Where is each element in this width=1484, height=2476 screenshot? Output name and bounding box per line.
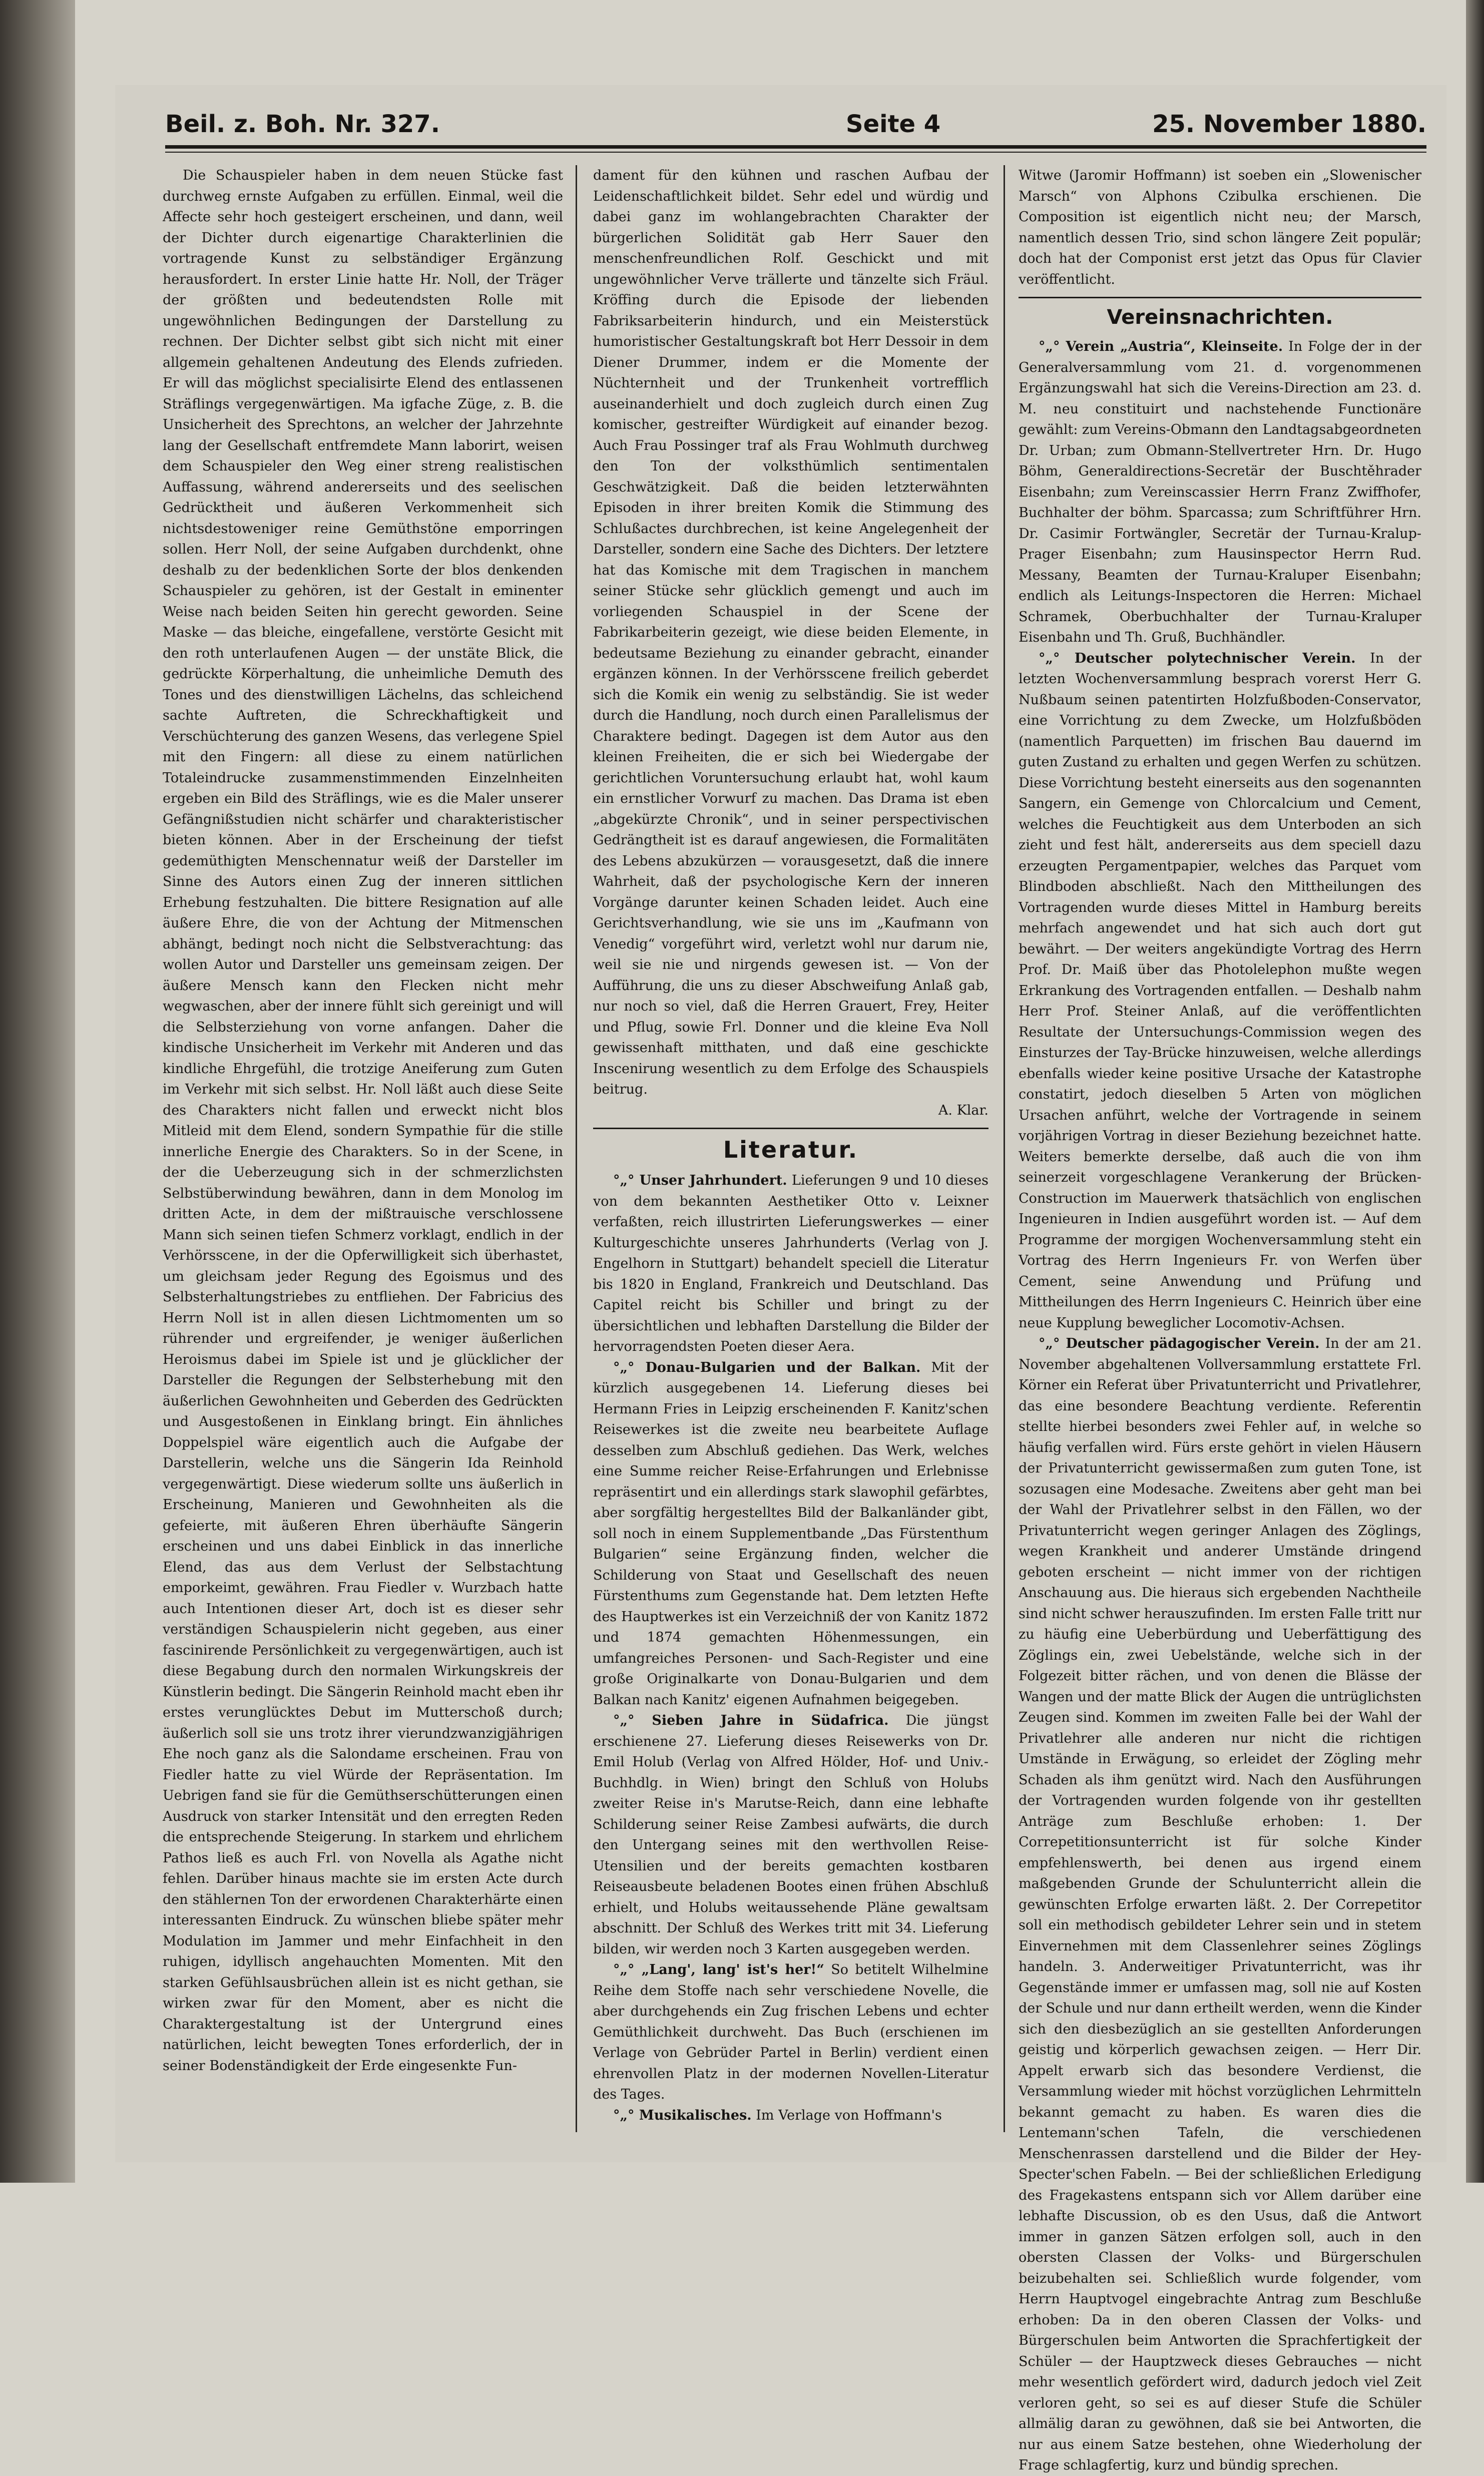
literatur-item-text: Im Verlage von Hoffmann's: [756, 2107, 942, 2123]
literatur-item: [593, 1959, 988, 2105]
musik-continuation: Witwe (Jaromir Hoffmann) ist soeben ein „Slowenischer Marsch“ von Alphons Czibulka erschienen. Die Composition ist eigentlich nicht neu; der Marsch, namentlich dessen Trio, sind schon längere Zeit populär; doch hat der Componist erst jetzt das Opus für Clavier veröffentlicht.: [1019, 168, 1421, 287]
column-divider: [576, 165, 577, 2132]
vereins-item: [1019, 1333, 1421, 2476]
literatur-item-text: Lieferungen 9 und 10 dieses von dem bekannten Aesthetiker Otto v. Leixner verfaßten, reich illustrirten Lieferungswerkes — einer Kulturgeschichte unseres Jahrhunderts (Verlag von J. Engelhorn in Stuttgart) behandelt speciell die Literatur bis 1820 in England, Frankreich und Deutschland. Das Capitel reicht bis Schiller und bringt zu der übersichtlichen und lebhaften Darstellung die Bilder der hervorragendsten Poeten dieser Aera.: [593, 1173, 988, 1354]
literatur-item-title: °„° Sieben Jahre in Südafrica.: [613, 1713, 889, 1728]
newspaper-page: [115, 85, 1446, 2473]
page-header: [165, 100, 1426, 150]
vereins-item-title: °„° Verein „Austria“, Kleinseite.: [1039, 339, 1283, 354]
header-rule: [165, 145, 1426, 149]
vereins-item-text: In der letzten Wochenversammlung besprach vorerst Herr G. Nußbaum seinen patentirten Holzfußboden-Conservator, eine Vorrichtung zu dem Zwecke, um Holzfußböden (namentlich Parquetten) im frischen Bau dauernd im guten Zustand zu erhalten und gegen Werfen zu schützen. Diese Vorrichtung besteht einerseits aus den sogenannten Sangern, ein Gemenge von Chlorcalcium und Cement, welches die Feuchtigkeit aus dem Unterboden an sich zieht und fest hält, andererseits aus dem speciell dazu erzeugten Pergamentpapier, welches das Parquet vom Blindboden abschließt. Nach den Mittheilungen des Vortragenden wurde dieses Mittel in Hamburg bereits mehrfach angewendet und hat sich auch dort gut bewährt. — Der weiters angekündigte Vortrag des Herrn Prof. Dr. Maiß über das Photolelephon mußte wegen Erkrankung des Vortragenden entfallen. — Deshalb nahm Herr Prof. Steiner Anlaß, auf die veröffentlichten Resultate der Untersuchungs-Commission wegen des Einsturzes der Tay-Brücke hinzuweisen, welche allerdings ebenfalls wieder keine positive Ursache der Katastrophe constatirt, jedoch dieselben 5 Arten von möglichen Ursachen anführt, welche der Vortragende in seinem vorjährigen Vortrag in dieser Beziehung bezeichnet hatte. Weiters bemerkte derselbe, daß auch die von ihm seinerzeit vorgeschlagene Verankerung der Brücken-Construction im Mauerwerk thatsächlich von englischen Ingenieuren in Indien ausgeführt worden ist. — Auf dem Programme der morgigen Wochenversammlung steht ein Vortrag des Herrn Ingenieurs Fr. von Werfen über Cement, seine Anwendung und Prüfung und Mittheilungen des Herrn Ingenieurs C. Heinrich über eine neue Kupplung beweglicher Locomotiv-Achsen.: [1019, 650, 1421, 1331]
column-2: [593, 165, 988, 2147]
column-1: [163, 165, 563, 2147]
theater-review-signature: A. Klar.: [938, 1102, 988, 1118]
scan-right-edge: [1466, 0, 1484, 2183]
scan-binding-edge: [0, 0, 75, 2183]
literatur-item-title: °„° „Lang', lang' ist's her!“: [613, 1962, 824, 1977]
header-rule-thin: [165, 152, 1426, 153]
literatur-item-title: °„° Donau-Bulgarien und der Balkan.: [613, 1359, 921, 1375]
literatur-item-title: °„° Musikalisches.: [613, 2107, 752, 2123]
vereins-item-text: In der am 21. November abgehaltenen Vollversammlung erstattete Frl. Körner ein Referat über Privatunterricht und Privatlehrer, das eine besondere Beachtung verdiente. Referentin stellte hierbei besonders zwei Fehler auf, in welche so häufig verfallen wird. Fürs erste gehört in vielen Häusern der Privatunterricht gewissermaßen zum guten Tone, ist sozusagen eine Modesache. Zweitens aber geht man bei der Wahl der Privatlehrer selbst in den Fällen, wo der Privatunterricht wegen geringer Anlagen des Zöglings, wegen Krankheit und anderer Umstände dringend geboten erscheint — nicht immer von der richtigen Anschauung aus. Die hieraus sich ergebenden Nachtheile sind nicht schwer herauszufinden. Im ersten Falle tritt nur zu häufig eine Ueberbürdung und Ueberfättigung des Zöglings ein, zwei Uebelstände, welche sich in der Folgezeit bitter rächen, und von denen die Blässe der Wangen und der matte Blick der Augen die untrüglichsten Zeugen sind. Kommen im zweiten Falle bei der Wahl der Privatlehrer alle anderen nur nicht die richtigen Umstände in Erwägung, so erleidet der Zögling mehr Schaden als ihm genützt wird. Nach den Ausführungen der Vortragenden wurden folgende von ihr gestellten Anträge zum Beschluße erhoben: 1. Der Correpetitionsunterricht ist für solche Kinder empfehlenswerth, bei denen aus irgend einem maßgebenden Grunde der Schulunterricht allein die gewünschten Erfolge erwarten läßt. 2. Der Correpetitor soll ein methodisch gebildeter Lehrer sein und in stetem Einvernehmen mit dem Classenlehrer seines Zöglings handeln. 3. Anderweitiger Privatunterricht, was ihr Gegenstände immer er umfassen mag, soll nie auf Kosten der Schule und nur dann ertheilt werden, wenn die Kinder sich den diesbezüglich an sie gestellten Anforderungen geistig und körperlich gewachsen zeigen. — Herr Dir. Appelt erwarb sich das besondere Verdienst, die Versammlung wieder mit höchst vorzüglichen Lehrmitteln bekannt gemacht zu haben. Es waren dies die Lentemann'schen Tafeln, die verschiedenen Menschenrassen darstellend und die Bilder der Hey-Specter'schen Fabeln. — Bei der schließlichen Erledigung des Fragekastens entspann sich vor Allem darüber eine lebhafte Discussion, ob es den Usus, daß die Antwort immer in ganzen Sätzen erfolgen soll, auch in den obersten Classen der Volks- und Bürgerschulen beizubehalten sei. Schließlich wurde folgender, vom Herrn Hauptvogel eingebrachte Antrag zum Beschluße erhoben: Da in den oberen Classen der Volks- und Bürgerschulen beim Antworten die Sprachfertigkeit der Schüler — der Hauptzweck dieses Gebrauches — nicht mehr wesentlich gefördert wird, dadurch jedoch viel Zeit verloren geht, so sei es auf dieser Stufe die Schüler allmälig daran zu gewöhnen, daß sie bei Antworten, die nur aus einem Satze bestehen, ohne Wiederholung der Frage schlagfertig, kurz und bündig sprechen.: [1019, 1336, 1421, 2473]
vereins-item: [1019, 336, 1421, 648]
theater-review-paragraph: dament für den kühnen und raschen Aufbau der Leidenschaftlichkeit bildet. Sehr edel und würdig und dabei ganz im wohlangebrachten Charakter der bürgerlichen Solidität gab Herr Sauer den menschenfreundlichen Rolf. Geschickt und mit ungewöhnlicher Verve trällerte und tänzelte sich Fräul. Kröffing durch die Episode der liebenden Fabriksarbeiterin hindurch, und ein Meisterstück humoristischer Gestaltungskraft bot Herr Dessoir in dem Diener Drummer, indem er die Momente der Nüchternheit und der Trunkenheit vortrefflich auseinanderhielt und doch zugleich durch einen Zug komischer, gestreifter Würdigkeit auf einander bezog. Auch Frau Possinger traf als Frau Wohlmuth durchweg den Ton der volksthümlich sentimentalen Geschwätzigkeit. Daß die beiden letzterwähnten Episoden in ihrer breiten Komik die Stimmung des Schlußactes durchbrechen, ist keine Angelegenheit der Darsteller, sondern eine Sache des Dichters. Der letztere hat das Komische mit dem Tragischen in manchem seiner Stücke sehr glücklich gemengt und auch im vorliegenden Schauspiel in der Scene der Fabrikarbeiterin gezeigt, wie diese beiden Elemente, in bedeutsame Beziehung zu einander gebracht, einander ergänzen können. In der Verhörsscene freilich geberdet sich die Komik ein wenig zu selbständig. Sie ist weder durch die Handlung, noch durch einen Parallelismus der Charaktere bedingt. Dagegen ist dem Autor aus den kleinen Freiheiten, die er sich bei Wiedergabe der gerichtlichen Voruntersuchung erlaubt hat, wohl kaum ein ernstlicher Vorwurf zu machen. Das Drama ist eben „abgekürzte Chronik“, und in seiner perspectivischen Gedrängtheit ist es darauf angewiesen, die Formalitäten des Lebens abzukürzen — vorausgesetzt, daß die innere Wahrheit, daß der psychologische Kern der inneren Vorgänge darunter keinen Schaden leidet. Auch eine Gerichtsverhandlung, wie sie uns im „Kaufmann von Venedig“ vorgeführt wird, verletzt wohl nur darum nie, weil sie nie und nirgends gewesen ist. — Von der Aufführung, die uns zu dieser Abschweifung Anlaß gab, nur noch so viel, daß die Herren Grauert, Frey, Heiter und Pflug, sowie Frl. Donner und die kleine Eva Noll gewissenhaft mitthaten, und daß eine geschickte Inscenirung wesentlich zu dem Erfolge des Schauspiels beitrug.: [593, 168, 988, 1097]
vereinsnachrichten-heading: Vereinsnachrichten.: [1107, 306, 1333, 329]
literatur-item-title: °„° Unser Jahrhundert.: [613, 1173, 787, 1188]
theater-review-paragraph: Die Schauspieler haben in dem neuen Stücke fast durchweg ernste Aufgaben zu erfüllen. Einmal, weil die Affecte sehr hoch gesteigert erscheinen, und dann, weil der Dichter durch eigenartige Charakterlinien die vortragende Kunst zu selbständiger Ergänzung herausfordert. In erster Linie hatte Hr. Noll, der Träger der größten und bedeutendsten Rolle mit ungewöhnlichen Bedingungen der Darstellung zu rechnen. Der Dichter selbst gibt sich nicht mit einer allgemein gehaltenen Andeutung des Elends zufrieden. Er will das möglichst specialisirte Elend des entlassenen Sträflings vergegenwärtigen. Ma igfache Züge, z. B. die Unsicherheit des Sprechtons, an welcher der Jahrzehnte lang der Gesellschaft entfremdete Mann laborirt, weisen dem Schauspieler den Weg einer streng realistischen Auffassung, während andererseits und des seelischen Gedrücktheit und äußeren Verkommenheit sich nichtsdestoweniger reine Gemüthstöne emporringen sollen. Herr Noll, der seine Aufgaben durchdenkt, ohne deshalb zu der bedenklichen Sorte der blos denkenden Schauspieler zu gehören, ist der Gestalt in eminenter Weise nach beiden Seiten hin gerecht geworden. Seine Maske — das bleiche, eingefallene, verstörte Gesicht mit den roth unterlaufenen Augen — der unstäte Blick, die gedrückte Körperhaltung, die unheimliche Demuth des Tones und des dienstwilligen Lächelns, das schleichend sachte Auftreten, die Schreckhaftigkeit und Verschüchterung des ganzen Wesens, das verlegene Spiel mit den Fingern: all diese zu einem natürlichen Totaleindrucke zusammenstimmenden Einzelnheiten ergeben ein Bild des Sträflings, wie es die Maler unserer Gefängnißstudien nicht schärfer und charakteristischer bieten können. Aber in der Erscheinung der tiefst gedemüthigten Menschennatur weiß der Darsteller im Sinne des Autors einen Zug der inneren sittlichen Erhebung festzuhalten. Die bittere Resignation auf alle äußere Ehre, die von der Achtung der Mitmenschen abhängt, bedingt noch nicht die Selbstverachtung: das wollen Autor und Darsteller uns gemeinsam zeigen. Der äußere Mensch kann den Flecken nicht mehr wegwaschen, aber der innere fühlt sich gereinigt und will die Selbsterziehung von vorne anfangen. Daher die kindische Unsicherheit im Verkehr mit Anderen und das kindliche Ehrgefühl, die trotzige Aneiferung zum Guten im Verkehr mit sich selbst. Hr. Noll läßt auch diese Seite des Charakters nicht fallen und erweckt nicht blos Mitleid mit dem Elend, sondern Sympathie für die stille innerliche Energie des Charakters. So in der Scene, in der die Ueberzeugung sich in der schmerzlichsten Selbstüberwindung bewähren, dann in dem Monolog im dritten Acte, in dem der mißtrauische verschlossene Mann sich seinen tiefen Schmerz vorklagt, endlich in der Verhörsscene, in der die Opferwilligkeit sich überhastet, um gleichsam jeder Regung des Egoismus und des Selbsterhaltungstriebes zu entfliehen. Der Fabricius des Herrn Noll ist in allen diesen Lichtmomenten um so rührender und ergreifender, je weniger äußerlichen Heroismus dabei im Spiele ist und je glücklicher der Darsteller die Regungen der Selbsterhebung mit den äußerlichen Gewohnheiten und Geberden des Gedrückten und Ausgestoßenen in Einklang bringt. Ein ähnliches Doppelspiel wäre eigentlich auch die Aufgabe der Darstellerin, welche uns die Sängerin Ida Reinhold vergegenwärtigt. Diese wiederum sollte uns äußerlich in Erscheinung, Manieren und Gewohnheiten als die gefeierte, mit äußeren Ehren überhäufte Sängerin erscheinen und uns dabei Einblick in das innerliche Elend, das aus dem Verlust der Selbstachtung emporkeimt, gewähren. Frau Fiedler v. Wurzbach hatte auch Intentionen dieser Art, doch ist es dieser sehr verständigen Schauspielerin nicht gegeben, aus einer fascinirende Persönlichkeit zu vergegenwärtigen, auch ist diese Begabung durch den normalen Wirkungskreis der Künstlerin bedingt. Die Sängerin Reinhold macht eben ihr erstes verunglücktes Debut im Mutterschoß durch; äußerlich soll sie uns trotz ihrer vierundzwanzigjährigen Ehe noch ganz als die Salondame erscheinen. Frau von Fiedler hatte zu viel Würde der Repräsentation. Im Uebrigen fand sie für die Gemüthserschütterungen einen Ausdruck von starker Intensität und den erregten Reden die entsprechende Steigerung. In starkem und ehrlichem Pathos ließ es auch Frl. von Novella als Agathe nicht fehlen. Darüber hinaus machte sie im ersten Acte durch den stählernen Ton der erwordenen Charakterhärte einen interessanten Eindruck. Zu wünschen bliebe später mehr Modulation im Jammer und mehr Einfachheit in den ruhigen, idyllisch angehauchten Momenten. Mit den starken Gefühlsausbrüchen allein ist es nicht gethan, sie wirken zwar für den Moment, aber es nicht die Charaktergestaltung ist der Untergrund eines natürlichen, leicht bewegten Tones erforderlich, der in seiner Bodenständigkeit der Erde eingesenkte Fun-: [163, 168, 563, 2074]
vereins-item: [1019, 648, 1421, 1334]
literatur-item-text: So betitelt Wilhelmine Reihe dem Stoffe nach sehr verschiedene Novelle, die aber durchgehends ein Zug frischen Lebens und echter Gemüthlichkeit durchweht. Das Buch (erschienen im Verlage von Gebrüder Partel in Berlin) verdient einen ehrenvollen Platz in der modernen Novellen-Literatur des Tages.: [593, 1962, 988, 2102]
section-divider: [593, 1128, 988, 1129]
literatur-item: [593, 2105, 988, 2126]
literatur-heading: Literatur.: [723, 1136, 859, 1163]
header-date: 25. November 1880.: [1152, 110, 1426, 138]
column-3: [1019, 165, 1421, 2473]
literatur-item-text: Die jüngst erschienene 27. Lieferung dieses Reisewerks von Dr. Emil Holub (Verlag von Alfred Hölder, Hof- und Univ.-Buchhdlg. in Wien) bringt den Schluß von Holubs zweiter Reise in's Marutse-Reich, dann eine lebhafte Schilderung seiner Reise Zambesi aufwärts, die durch den Untergang seines mit den werthvollen Reise-Utensilien und der bereits gemachten kostbaren Reiseausbeute beladenen Bootes einen frühen Abschluß erhielt, und Holubs weitaussehende Pläne gewaltsam abschnitt. Der Schluß des Werkes tritt mit 34. Lieferung bilden, wir werden noch 3 Karten ausgegeben werden.: [593, 1713, 989, 1957]
header-page-number: Seite 4: [846, 110, 941, 138]
vereins-item-text: In Folge der in der Generalversammlung vom 21. d. vorgenommenen Ergänzungswahl hat sich die Vereins-Direction am 23. d. M. neu constituirt und nachstehende Functionäre gewählt: zum Vereins-Obmann den Landtagsabgeordneten Dr. Urban; zum Obmann-Stellvertreter Hrn. Dr. Hugo Böhm, Generaldirections-Secretär der Buschtěhrader Eisenbahn; zum Vereinscassier Herrn Franz Zwiffhofer, Buchhalter der böhm. Sparcassa; zum Schriftführer Hrn. Dr. Casimir Fortwängler, Secretär der Turnau-Kralup-Prager Eisenbahn; zum Hausinspector Herrn Rud. Messany, Beamten der Turnau-Kraluper Eisenbahn; endlich als Leitungs-Inspectoren die Herren: Michael Schramek, Oberbuchhalter der Turnau-Kraluper Eisenbahn und Th. Gruß, Buchhändler.: [1019, 339, 1421, 645]
literatur-item: [593, 1357, 988, 1711]
section-divider: [1019, 297, 1421, 298]
literatur-item-text: Mit der kürzlich ausgegebenen 14. Lieferung dieses bei Hermann Fries in Leipzig erscheinenden F. Kanitz'schen Reisewerkes ist die zweite neu bearbeitete Auflage desselben zum Abschluß gediehen. Das Werk, welches eine Summe reicher Reise-Erfahrungen und Erlebnisse repräsentirt und ein allerdings stark slawophil gefärbtes, aber sorgfältig hergestelltes Bild der Balkanländer gibt, soll noch in einem Supplementbande „Das Fürstenthum Bulgarien“ seine Ergänzung finden, welcher die Schilderung von Staat und Gesellschaft des neuen Fürstenthums zum Gegenstande hat. Dem letzten Hefte des Hauptwerkes ist ein Verzeichniß der von Kanitz 1872 und 1874 gemachten Höhenmessungen, ein umfangreiches Personen- und Sach-Register und eine große Originalkarte von Donau-Bulgarien und dem Balkan nach Kanitz' eigenen Aufnahmen beigegeben.: [593, 1359, 988, 1708]
vereins-item-title: °„° Deutscher polytechnischer Verein.: [1039, 650, 1356, 666]
column-divider: [1004, 165, 1005, 2132]
header-issue: Beil. z. Boh. Nr. 327.: [165, 110, 440, 138]
vereins-item-title: °„° Deutscher pädagogischer Verein.: [1039, 1336, 1320, 1351]
literatur-item: [593, 1710, 988, 1959]
literatur-item: [593, 1170, 988, 1357]
